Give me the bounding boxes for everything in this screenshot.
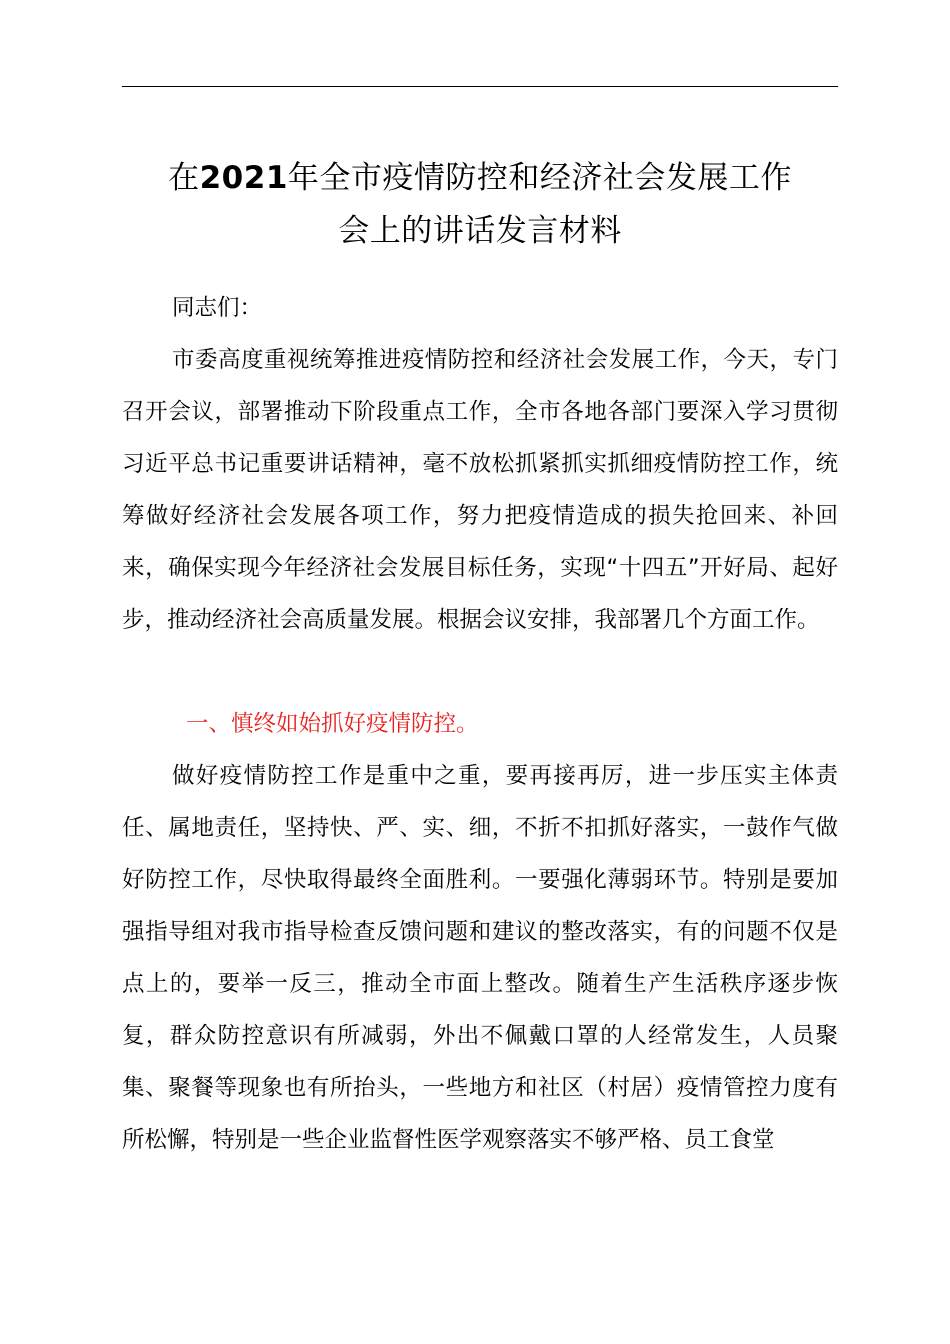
paragraph-intro: 市委高度重视统筹推进疫情防控和经济社会发展工作，今天，专门召开会议，部署推动下阶段重点工作，全市各地各部门要深入学习贯彻习近平总书记重要讲话精神，毫不放松抓紧抓实抓细疫情防控工作，统筹做好经济社会发展各项工作，努力把疫情造成的损失抢回来、补回来，确保实现今年经济社会发展目标任务，实现“十四五”开好局、起好步，推动经济社会高质量发展。根据会议安排，我部署几个方面工作。 xyxy=(122,347,838,633)
title-rest: 年全市疫情防控和经济社会发展工作 xyxy=(287,160,792,196)
title-line-2: 会上的讲话发言材料 xyxy=(338,213,622,249)
title-line-1 xyxy=(100,152,860,205)
title-prefix: 在 xyxy=(168,160,200,196)
document-title xyxy=(100,152,860,258)
section-heading-1: 一、慎终如始抓好疫情防控。 xyxy=(186,711,479,737)
title-year: 2021 xyxy=(199,160,288,196)
paragraph-section-1: 做好疫情防控工作是重中之重，要再接再厉，进一步压实主体责任、属地责任，坚持快、严、实、细，不折不扣抓好落实，一鼓作气做好防控工作，尽快取得最终全面胜利。一要强化薄弱环节。特别是要加强指导组对我市指导检查反馈问题和建议的整改落实，有的问题不仅是点上的，要举一反三，推动全市面上整改。随着生产生活秩序逐步恢复，群众防控意识有所减弱，外出不佩戴口罩的人经常发生，人员聚集、聚餐等现象也有所抬头，一些地方和社区（村居）疫情管控力度有所松懈，特别是一些企业监督性医学观察落实不够严格、员工食堂 xyxy=(122,763,838,1153)
header-rule xyxy=(122,86,838,87)
salutation: 同志们： xyxy=(172,295,263,321)
